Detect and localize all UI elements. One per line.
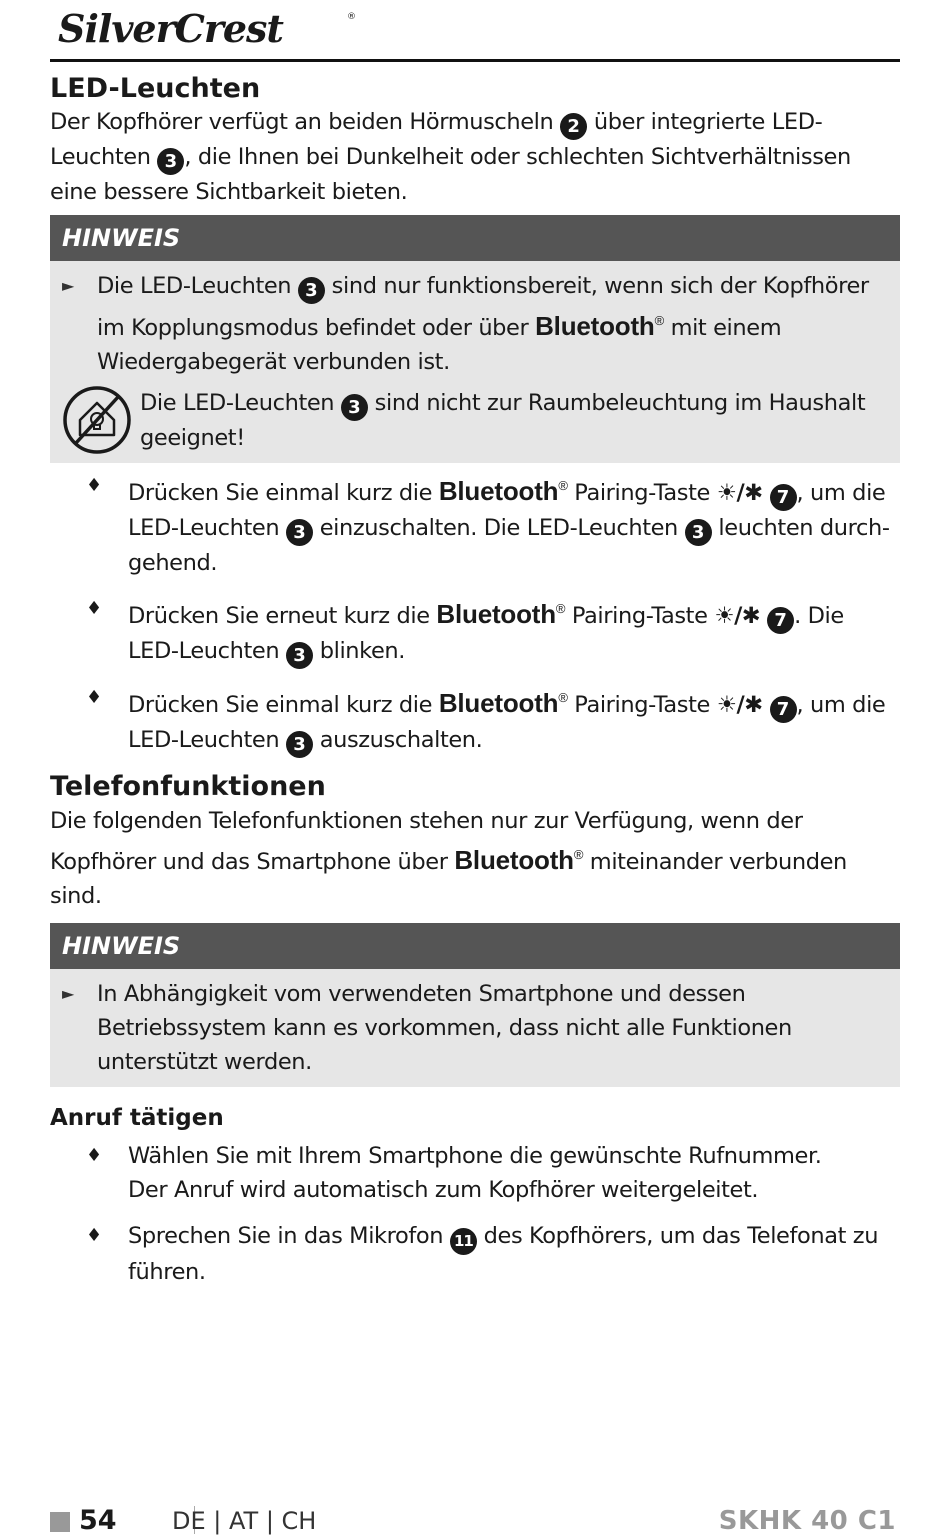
instr-line: Wählen Sie mit Ihrem Smartphone die gewünschte Rufnummer. [128, 1143, 822, 1169]
instruction-item [50, 1139, 900, 1207]
note-item-text: In Abhängigkeit vom verwendeten Smartphone und dessen Betriebssystem kann es vorkommen, dass nicht alle Funktionen unterstützt werden. [97, 981, 792, 1075]
led-intro-text-a: Der Kopfhörer verfügt an beiden Hörmuscheln [50, 109, 561, 135]
note-item-text [97, 269, 880, 379]
instr-text: , um die LED-Leuchten [128, 692, 886, 753]
instruction-text [128, 681, 900, 758]
note-box-led [50, 215, 900, 463]
not-for-household-lighting-icon [62, 383, 136, 457]
callout-number-7: 7 [770, 484, 797, 511]
bluetooth-wordmark: Bluetooth [454, 845, 574, 875]
led-instructions [50, 469, 900, 758]
instruction-item [50, 681, 900, 758]
callout-number-3: 3 [286, 519, 313, 546]
led-intro-paragraph [50, 105, 900, 209]
instr-text: des Kopfhörers, um das Telefonat zu führen. [128, 1223, 879, 1285]
callout-number-7: 7 [767, 607, 794, 634]
instr-text: Pairing-Taste [567, 692, 717, 718]
led-intro-text-c: , die Ihnen bei Dunkelheit oder schlechten Sichtverhältnissen eine bessere Sichtbarkeit bieten. [50, 144, 851, 205]
footer-square [50, 1512, 70, 1532]
diamond-bullet-icon: ♦ [86, 687, 103, 708]
section-title-phone: Telefonfunktionen [50, 771, 326, 802]
led-intro-text-b: über integrierte LED-Leuchten [50, 109, 823, 170]
diamond-bullet-icon: ♦ [86, 1225, 103, 1246]
bluetooth-wordmark: Bluetooth [436, 599, 556, 629]
warning-text-b: sind nicht zur Raumbeleuchtung im Haushalt geeignet! [140, 389, 866, 451]
diamond-bullet-icon: ♦ [86, 1145, 103, 1166]
instruction-text [128, 469, 900, 580]
registered-mark: ® [558, 690, 568, 705]
instr-text: einzuschalten. Die LED-Leuchten [312, 515, 685, 541]
callout-number-7: 7 [770, 696, 797, 723]
warning-text-a: Die LED-Leuchten [140, 389, 341, 416]
pairing-button-icon: ☀/✱ [716, 692, 763, 718]
note-item [62, 977, 880, 1079]
instruction-text [128, 1219, 900, 1289]
instr-line: Der Anruf wird automatisch zum Kopfhörer weitergeleitet. [128, 1177, 759, 1203]
callout-number-3: 3 [341, 394, 368, 421]
instr-text: Drücken Sie einmal kurz die [128, 480, 439, 506]
callout-number-2: 2 [560, 113, 587, 140]
instruction-item [50, 469, 900, 580]
bluetooth-wordmark: Bluetooth [438, 688, 559, 718]
registered-mark: ® [555, 601, 566, 616]
note-heading: HINWEIS [50, 923, 900, 969]
instr-text: Pairing-Taste [565, 603, 715, 629]
page-content [50, 72, 900, 1301]
instr-text: Drücken Sie einmal kurz die [128, 692, 439, 718]
note-heading: HINWEIS [50, 215, 900, 261]
phone-intro-text-b: miteinander verbunden sind. [50, 849, 847, 909]
instr-text: Drücken Sie erneut kurz die [128, 603, 437, 629]
callout-number-3: 3 [157, 148, 184, 175]
silvercrest-logo: SilverCrest [58, 6, 283, 51]
instr-text: auszuschalten. [312, 727, 483, 753]
instr-text: . Die LED-Leuchten [128, 603, 844, 664]
instruction-text [128, 1139, 822, 1207]
subsection-title-call: Anruf tätigen [50, 1105, 224, 1131]
warning-row [62, 383, 880, 459]
instr-text: Sprechen Sie in das Mikrofon [128, 1223, 450, 1249]
instr-text: Pairing-Taste [567, 480, 717, 506]
callout-number-3: 3 [286, 731, 313, 758]
note-text-a: Die LED-Leuchten [97, 273, 298, 299]
note-body [50, 261, 900, 463]
language-codes: DE | AT | CH [172, 1507, 317, 1535]
bluetooth-wordmark: Bluetooth [535, 311, 655, 341]
instr-text: blinken. [312, 638, 406, 664]
pairing-button-icon: ☀/✱ [716, 480, 763, 506]
instruction-text [128, 592, 900, 669]
diamond-bullet-icon: ♦ [86, 475, 103, 496]
callout-number-3: 3 [298, 277, 325, 304]
callout-number-11: 11 [450, 1228, 477, 1255]
instruction-item [50, 1219, 900, 1289]
note-text-c: mit einem Wiedergabegerät verbunden ist. [97, 315, 782, 375]
instr-text: , um die LED-Leuchten [128, 480, 886, 541]
page-footer [50, 1502, 900, 1537]
arrow-right-icon: ► [62, 984, 75, 1003]
callout-number-3: 3 [286, 642, 313, 669]
bluetooth-wordmark: Bluetooth [438, 476, 559, 506]
registered-mark: ® [573, 847, 584, 862]
page-number: 54 [79, 1505, 117, 1536]
instruction-item [50, 592, 900, 669]
note-item [62, 269, 880, 379]
logo-registered-mark: ® [347, 12, 356, 22]
phone-intro-paragraph [50, 804, 900, 913]
phone-intro-text-a: Die folgenden Telefonfunktionen stehen nur zur Verfügung, wenn der Kopfhörer und das Smartphone über [50, 808, 803, 875]
note-text-b: sind nur funktionsbereit, wenn sich der Kopfhörer im Kopplungsmodus befindet oder über [97, 273, 869, 341]
pairing-button-icon: ☀/✱ [714, 603, 761, 629]
model-number: SKHK 40 C1 [718, 1506, 896, 1536]
warning-text [140, 386, 880, 455]
callout-number-3: 3 [685, 519, 712, 546]
note-body [50, 969, 900, 1087]
registered-mark: ® [654, 313, 664, 328]
page-header [50, 0, 900, 62]
call-instructions [50, 1139, 900, 1289]
diamond-bullet-icon: ♦ [86, 598, 103, 619]
note-box-phone [50, 923, 900, 1087]
section-title-led: LED-Leuchten [50, 73, 261, 104]
registered-mark: ® [558, 478, 568, 493]
instr-text: leuchten durchgehend. [128, 515, 890, 576]
arrow-right-icon: ► [62, 276, 75, 295]
